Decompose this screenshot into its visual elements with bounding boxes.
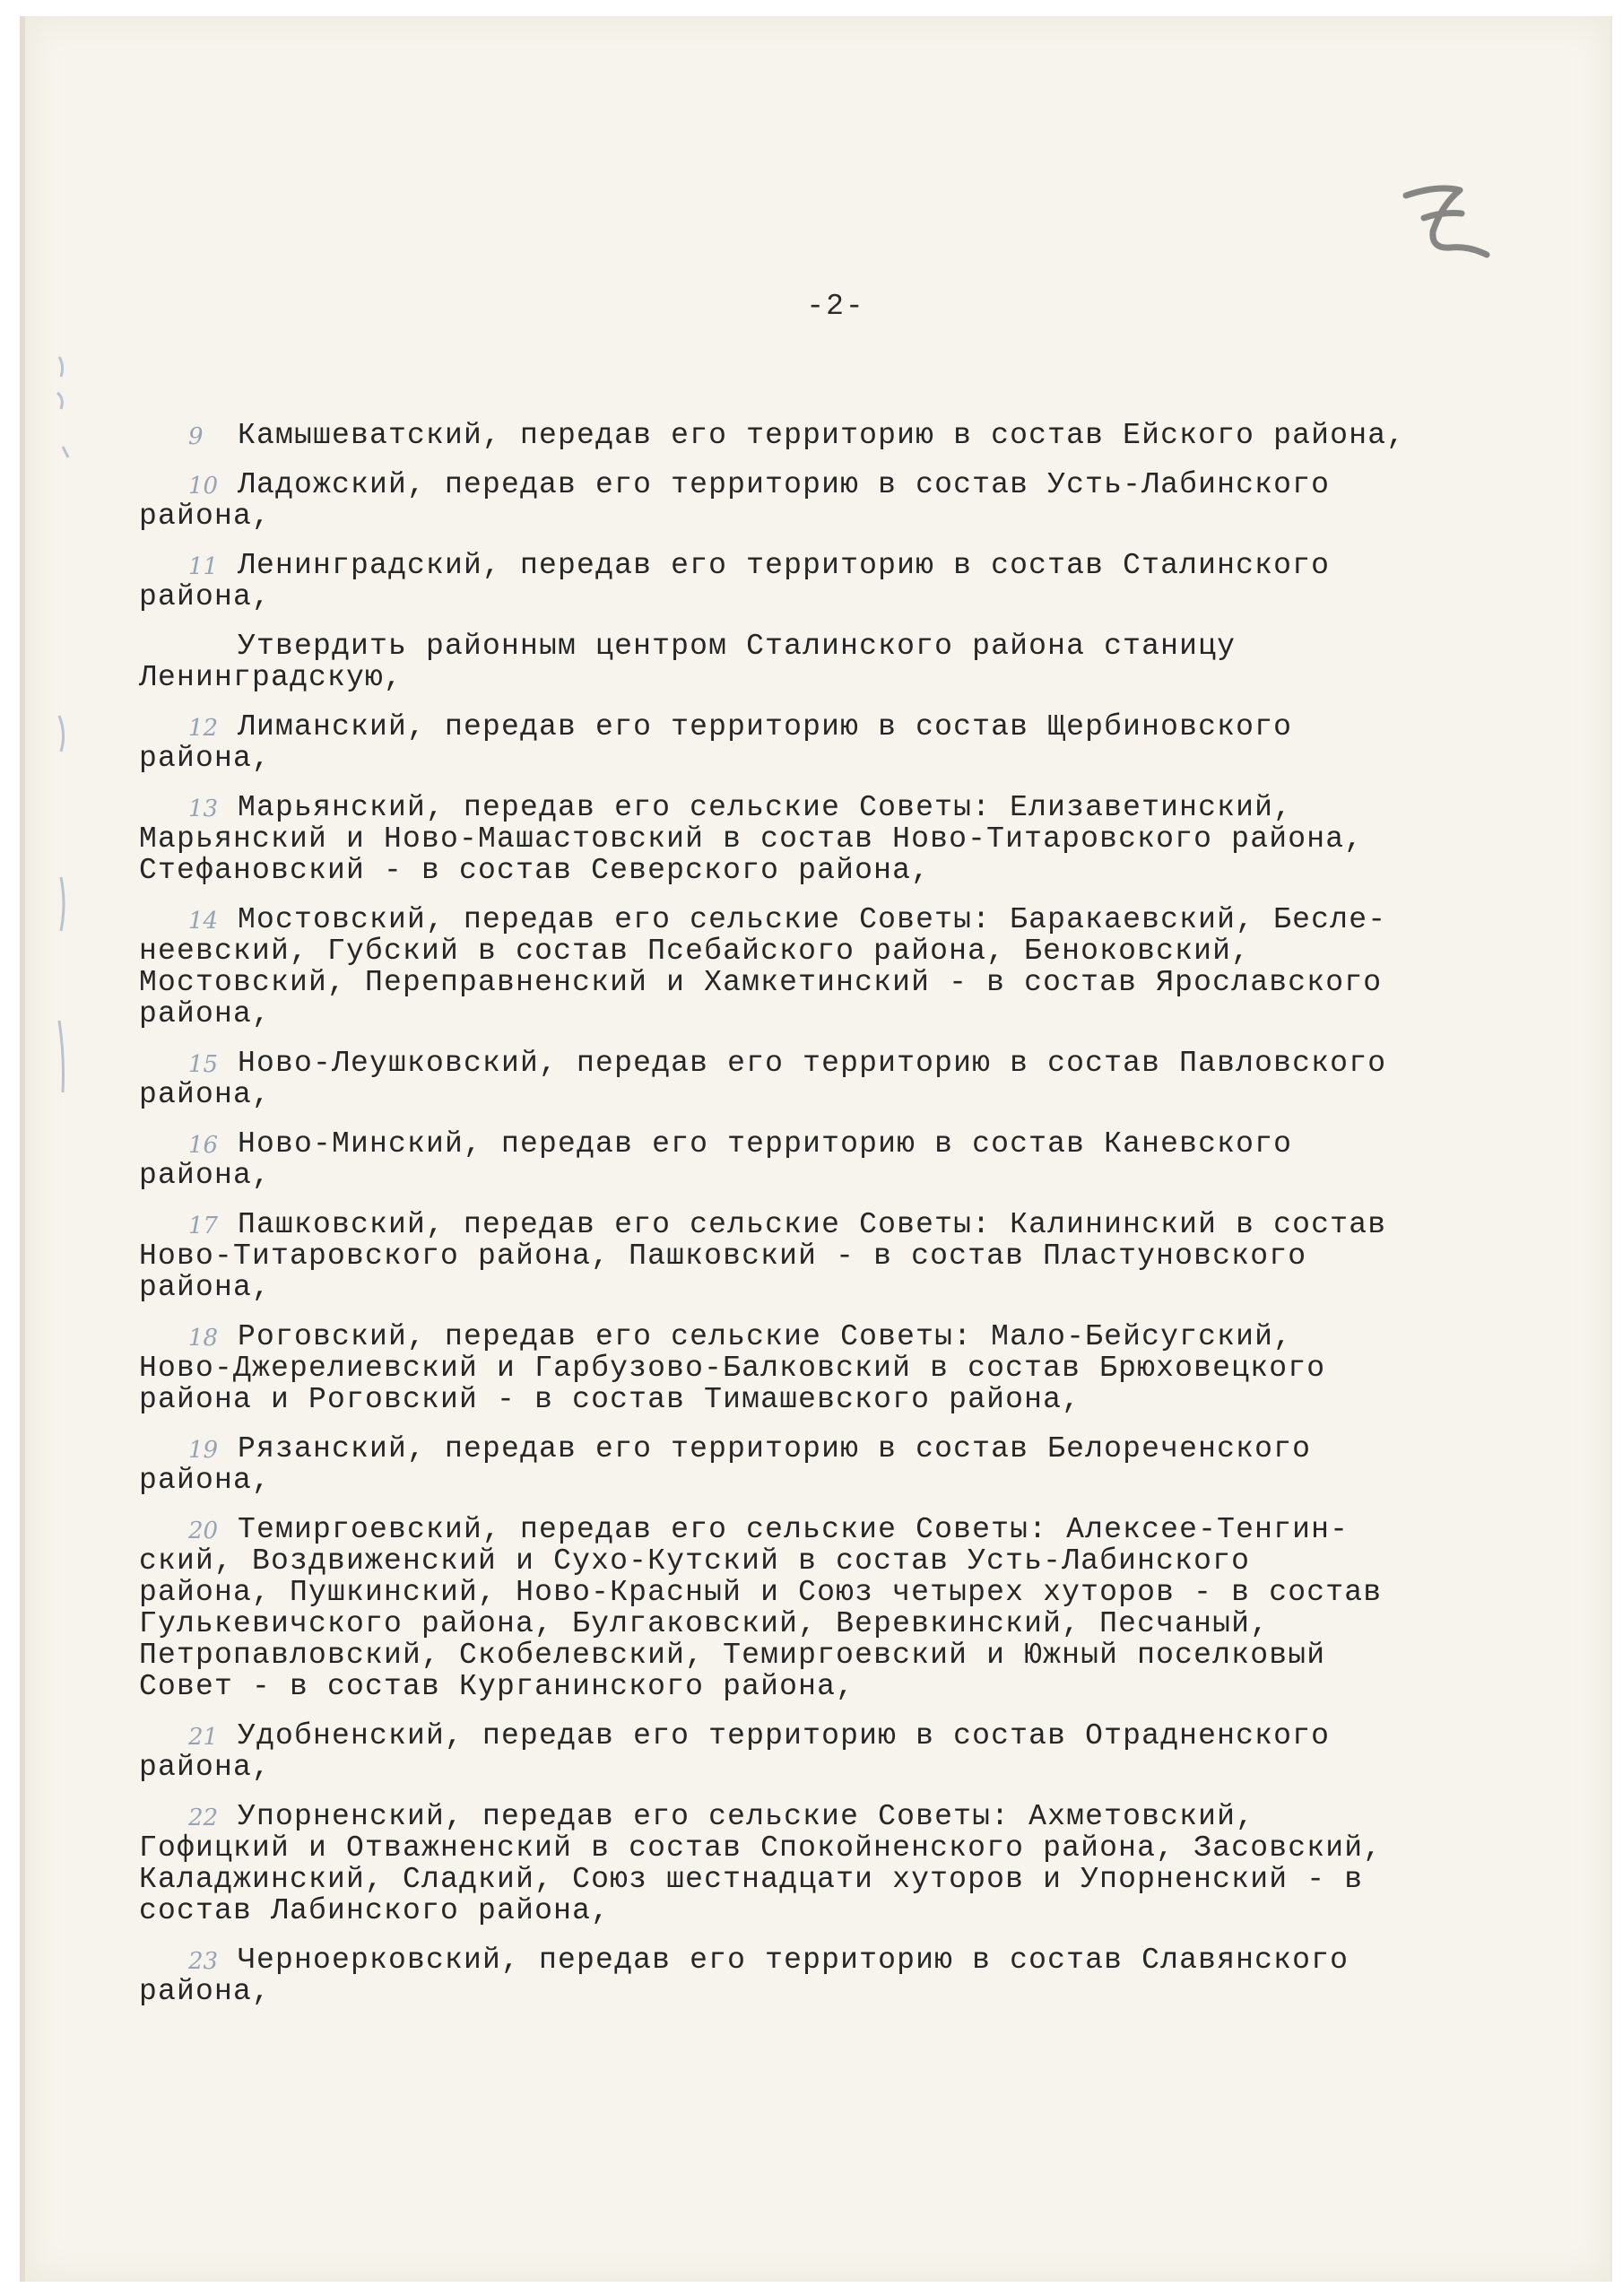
text-line: района, xyxy=(139,1751,272,1784)
handwritten-item-number: 18 xyxy=(188,1325,219,1352)
paragraph xyxy=(139,711,1502,774)
text-line: Совет - в состав Курганинского района, xyxy=(139,1670,855,1703)
text-line: Петропавловский, Скобелевский, Темиргоевский и Южный поселковый xyxy=(139,1639,1326,1672)
text-line: района, xyxy=(139,742,272,775)
text-line: Черноерковский, передав его территорию в состав Славянского xyxy=(238,1944,1350,1977)
paragraph xyxy=(139,1514,1502,1702)
text-line: Каладжинский, Сладкий, Союз шестнадцати хуторов и Упорненский - в xyxy=(139,1863,1364,1896)
handwritten-item-number: 17 xyxy=(188,1213,219,1239)
handwritten-item-number: 16 xyxy=(188,1132,219,1159)
text-line: Ново-Джерелиевский и Гарбузово-Балковский в состав Брюховецкого xyxy=(139,1352,1326,1385)
text-line: Марьянский и Ново-Машастовский в состав Ново-Титаровского района, xyxy=(139,822,1364,856)
paragraph xyxy=(139,1433,1502,1496)
text-line: Ленинградскую, xyxy=(139,661,404,694)
text-line: Камышеватский, передав его территорию в состав Ейского района, xyxy=(238,419,1406,452)
paragraph xyxy=(139,1128,1502,1191)
text-line: Темиргоевский, передав его сельские Советы: Алексее-Тенгин- xyxy=(238,1513,1350,1546)
margin-pencil-marks xyxy=(50,339,86,1236)
paragraph xyxy=(139,550,1502,613)
text-line: района, xyxy=(139,1464,272,1497)
text-line: Гофицкий и Отважненский в состав Спокойненского района, Засовский, xyxy=(139,1831,1383,1865)
handwritten-item-number: 15 xyxy=(188,1051,219,1078)
handwritten-item-number: 11 xyxy=(188,553,219,580)
paragraph xyxy=(139,792,1502,886)
handwritten-item-number: 10 xyxy=(188,473,219,500)
text-line: района и Роговский - в состав Тимашевского района, xyxy=(139,1383,1081,1416)
text-line: Рязанский, передав его территорию в состав Белореченского xyxy=(238,1432,1312,1465)
text-line: Ладожский, передав его территорию в состав Усть-Лабинского xyxy=(238,468,1331,501)
text-line: состав Лабинского района, xyxy=(139,1894,611,1927)
text-line: Лиманский, передав его территорию в состав Щербиновского xyxy=(238,710,1293,744)
paragraph xyxy=(139,420,1502,451)
text-line: района, xyxy=(139,1078,272,1111)
paragraph xyxy=(139,631,1502,693)
text-line: района, xyxy=(139,1975,272,2008)
text-line: района, xyxy=(139,500,272,533)
text-line: Мостовский, передав его сельские Советы: Баракаевский, Бесле- xyxy=(238,903,1387,936)
text-line: Роговский, передав его сельские Советы: Мало-Бейсугский, xyxy=(238,1320,1293,1353)
paragraph xyxy=(139,1720,1502,1783)
paragraph xyxy=(139,469,1502,532)
text-line: Гулькевичского района, Булгаковский, Веревкинский, Песчаный, xyxy=(139,1607,1270,1640)
handwritten-item-number: 13 xyxy=(188,796,219,822)
text-line: района, xyxy=(139,580,272,613)
pencil-folio-mark xyxy=(1388,169,1496,267)
text-line: Мостовский, Переправненский и Хамкетинский - в состав Ярославского xyxy=(139,966,1383,999)
text-line: Пашковский, передав его сельские Советы: Калининский в состав xyxy=(238,1208,1387,1241)
paragraph xyxy=(139,1048,1502,1110)
text-line: неевский, Губский в состав Псебайского района, Беноковский, xyxy=(139,935,1251,968)
handwritten-item-number: 21 xyxy=(188,1724,219,1751)
text-line: Упорненский, передав его сельские Советы: Ахметовский, xyxy=(238,1800,1255,1833)
handwritten-item-number: 14 xyxy=(188,908,219,935)
handwritten-item-number: 23 xyxy=(188,1948,219,1975)
text-line: района, xyxy=(139,1271,272,1304)
text-line: ский, Воздвиженский и Сухо-Кутский в состав Усть-Лабинского xyxy=(139,1544,1251,1578)
page-number: -2- xyxy=(806,290,865,323)
text-line: района, xyxy=(139,1159,272,1192)
text-line: Ленинградский, передав его территорию в состав Сталинского xyxy=(238,549,1331,582)
text-line: района, xyxy=(139,997,272,1031)
text-line: района, Пушкинский, Ново-Красный и Союз четырех хуторов - в состав xyxy=(139,1576,1383,1609)
handwritten-item-number: 9 xyxy=(188,423,204,450)
text-line: Ново-Леушковский, передав его территорию в состав Павловского xyxy=(238,1047,1387,1080)
text-line: Ново-Минский, передав его территорию в состав Каневского xyxy=(238,1127,1293,1161)
handwritten-item-number: 12 xyxy=(188,715,219,742)
text-line: Стефановский - в состав Северского района, xyxy=(139,854,931,887)
paragraph xyxy=(139,1801,1502,1926)
handwritten-item-number: 19 xyxy=(188,1437,219,1464)
paragraph xyxy=(139,1944,1502,2007)
document-page xyxy=(20,16,1612,2282)
paragraph xyxy=(139,1209,1502,1303)
handwritten-item-number: 20 xyxy=(188,1518,219,1544)
text-line: Утвердить районным центром Сталинского района станицу xyxy=(238,630,1237,663)
text-line: Ново-Титаровского района, Пашковский - в состав Пластуновского xyxy=(139,1239,1307,1273)
text-line: Марьянский, передав его сельские Советы: Елизаветинский, xyxy=(238,791,1293,824)
document-body xyxy=(139,420,1502,2025)
text-line: Удобненский, передав его территорию в состав Отрадненского xyxy=(238,1719,1331,1752)
paragraph xyxy=(139,904,1502,1030)
paragraph xyxy=(139,1321,1502,1415)
handwritten-item-number: 22 xyxy=(188,1805,219,1831)
